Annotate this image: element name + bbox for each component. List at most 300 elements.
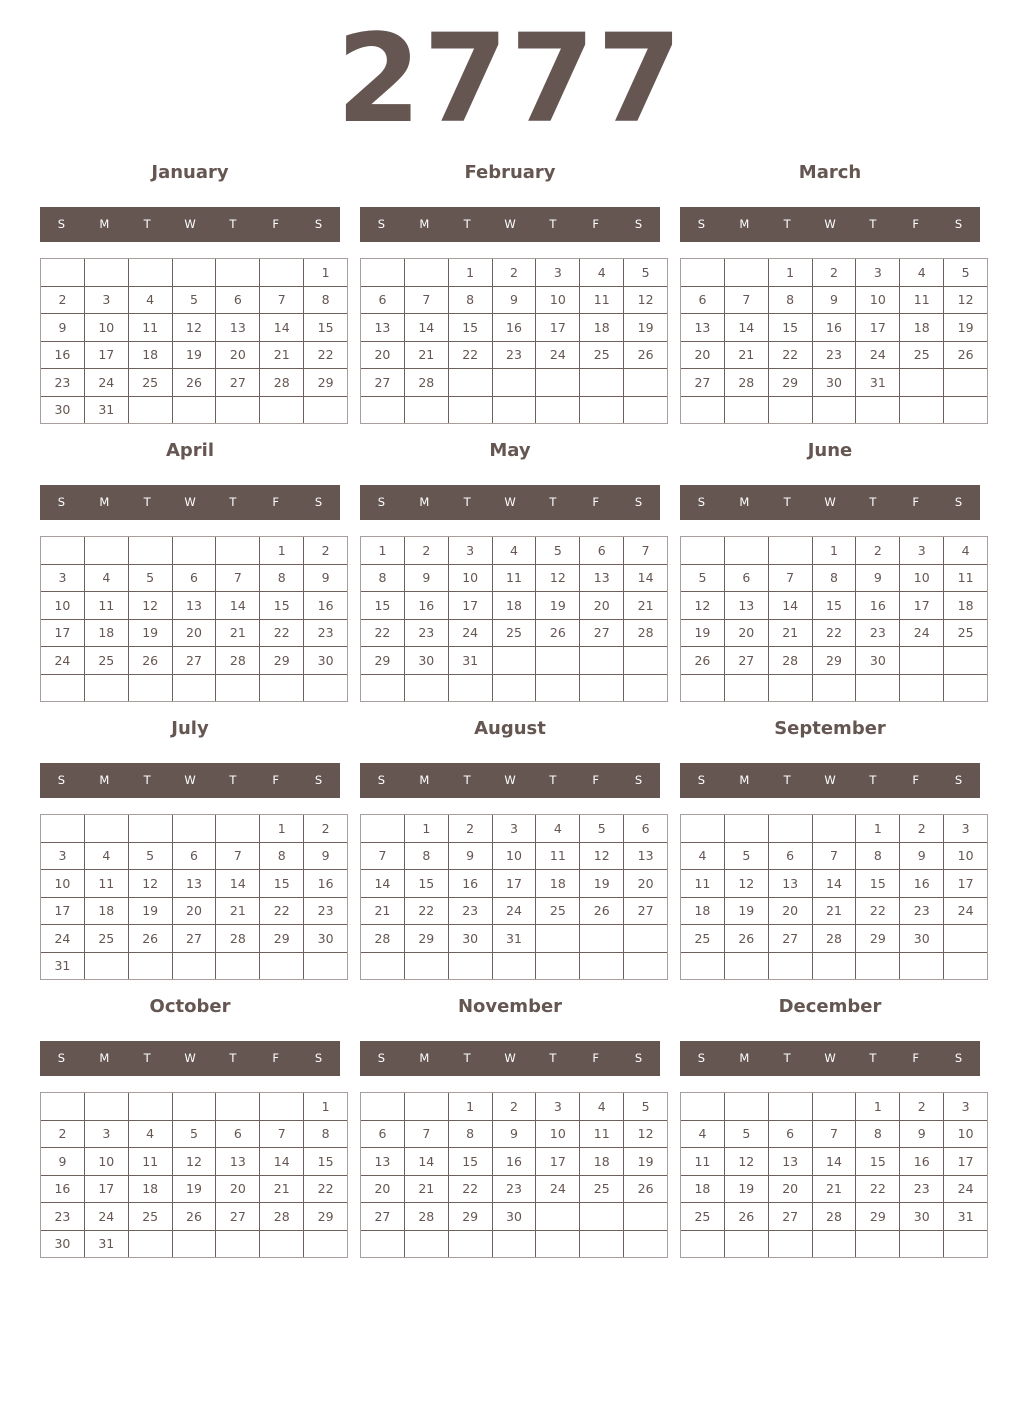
weekday-label: S [57,217,66,231]
day-cell: 8 [448,1120,492,1148]
day-cell: 9 [41,314,85,342]
week-row [361,897,668,925]
week-row [361,259,668,287]
day-cell: 2 [856,537,900,565]
day-cell: 9 [304,842,348,870]
weekday-label: W [504,495,516,509]
day-cell: 4 [536,815,580,843]
day-cell: 31 [41,952,85,980]
day-cell: 30 [856,647,900,675]
day-cell: 16 [812,314,856,342]
week-row [681,952,988,980]
weekday-label: T [229,495,237,509]
day-cell: 11 [580,1120,624,1148]
day-cell: 4 [84,842,128,870]
day-cell: 28 [361,925,405,953]
day-cell: 27 [768,1203,812,1231]
day-cell: 18 [492,592,536,620]
day-cell: 1 [448,1093,492,1121]
day-cell: 21 [404,1175,448,1203]
weekday-label: F [272,217,280,231]
day-cell: 14 [361,870,405,898]
day-cell: 29 [856,1203,900,1231]
week-row [361,647,668,675]
weekday-header [40,207,340,242]
day-cell [536,952,580,980]
day-grid [680,536,988,702]
day-cell: 5 [624,1093,668,1121]
week-row [681,314,988,342]
day-cell: 13 [172,592,216,620]
day-cell: 13 [768,1148,812,1176]
day-cell: 30 [900,1203,944,1231]
day-cell: 23 [404,619,448,647]
day-cell: 20 [681,341,725,369]
day-cell [361,259,405,287]
month-title: March [798,162,862,183]
day-cell: 21 [624,592,668,620]
day-cell: 25 [580,341,624,369]
day-cell: 28 [216,925,260,953]
week-row [41,286,348,314]
day-cell [536,369,580,397]
day-cell: 29 [260,647,304,675]
weekday-label: F [912,773,920,787]
day-cell: 10 [84,1148,128,1176]
day-cell [856,952,900,980]
day-cell [900,674,944,702]
month-title: November [457,996,563,1017]
day-cell: 10 [900,564,944,592]
weekday-label: S [377,217,386,231]
day-cell: 11 [580,286,624,314]
day-cell: 7 [361,842,405,870]
day-cell: 7 [404,286,448,314]
day-cell: 3 [536,259,580,287]
day-cell: 15 [448,1148,492,1176]
day-cell: 20 [361,1175,405,1203]
day-cell: 22 [404,897,448,925]
weekday-label: M [419,773,430,787]
week-row [361,369,668,397]
day-cell [624,369,668,397]
day-cell: 5 [724,1120,768,1148]
day-cell: 24 [944,1175,988,1203]
month-title: October [149,996,231,1017]
day-cell: 6 [216,286,260,314]
day-grid [40,536,348,702]
day-cell: 5 [724,842,768,870]
day-cell [812,952,856,980]
day-cell: 29 [768,369,812,397]
day-cell: 16 [492,314,536,342]
day-cell [536,925,580,953]
weekday-label: T [869,773,877,787]
day-cell: 24 [536,1175,580,1203]
weekday-label: T [783,773,791,787]
weekday-label: S [697,1051,706,1065]
day-cell: 13 [216,1148,260,1176]
day-cell: 26 [944,341,988,369]
day-cell [448,369,492,397]
day-cell: 16 [41,1175,85,1203]
day-cell: 16 [404,592,448,620]
day-cell: 27 [216,1203,260,1231]
weekday-label: T [143,1051,151,1065]
day-cell [812,396,856,424]
day-cell [492,952,536,980]
week-row [681,647,988,675]
day-cell: 3 [900,537,944,565]
day-cell [536,674,580,702]
week-row [681,592,988,620]
day-cell: 31 [84,1230,128,1258]
day-cell: 5 [681,564,725,592]
day-cell: 3 [944,1093,988,1121]
weekday-label: F [592,773,600,787]
week-row [681,674,988,702]
week-row [681,870,988,898]
day-cell: 13 [768,870,812,898]
day-cell: 30 [41,396,85,424]
weekday-label: T [143,495,151,509]
day-cell: 10 [492,842,536,870]
week-row [681,1093,988,1121]
day-cell: 31 [944,1203,988,1231]
week-row [361,842,668,870]
day-cell: 24 [492,897,536,925]
day-cell [172,952,216,980]
weekday-label: W [504,217,516,231]
day-cell [448,396,492,424]
week-row [361,564,668,592]
day-cell: 6 [768,842,812,870]
day-cell: 1 [404,815,448,843]
day-cell: 19 [128,897,172,925]
day-cell: 18 [536,870,580,898]
day-cell: 12 [624,1120,668,1148]
day-cell: 22 [768,341,812,369]
day-cell: 3 [492,815,536,843]
weekday-label: T [549,1051,557,1065]
day-cell: 21 [768,619,812,647]
week-row [361,815,668,843]
day-cell: 26 [128,647,172,675]
weekday-label: T [783,495,791,509]
day-cell: 17 [492,870,536,898]
day-cell [404,1230,448,1258]
weekday-label: M [419,217,430,231]
day-cell: 4 [128,286,172,314]
day-cell [768,1230,812,1258]
week-row [41,870,348,898]
week-row [361,674,668,702]
day-cell: 5 [128,842,172,870]
day-cell: 15 [260,870,304,898]
day-cell: 11 [681,870,725,898]
day-cell [580,369,624,397]
day-cell: 6 [361,1120,405,1148]
day-cell: 2 [448,815,492,843]
day-cell: 18 [681,1175,725,1203]
day-cell: 29 [304,369,348,397]
day-cell: 26 [172,1203,216,1231]
day-cell: 29 [404,925,448,953]
day-cell: 29 [304,1203,348,1231]
day-cell [580,925,624,953]
weekday-label: F [592,1051,600,1065]
day-cell [404,674,448,702]
day-cell [128,259,172,287]
day-cell: 24 [84,1203,128,1231]
day-cell: 21 [812,897,856,925]
day-cell: 12 [944,286,988,314]
weekday-label: S [57,1051,66,1065]
day-cell: 25 [681,925,725,953]
day-cell: 10 [536,286,580,314]
day-cell [128,1093,172,1121]
day-cell [768,396,812,424]
week-row [41,369,348,397]
day-cell: 25 [128,369,172,397]
day-cell [41,259,85,287]
weekday-header [680,763,980,798]
week-row [361,341,668,369]
day-cell: 7 [216,564,260,592]
day-cell [536,396,580,424]
week-row [361,925,668,953]
weekday-label: F [272,773,280,787]
day-cell: 30 [404,647,448,675]
week-row [361,952,668,980]
weekday-label: W [184,217,196,231]
day-cell: 9 [41,1148,85,1176]
weekday-label: F [272,1051,280,1065]
day-cell: 29 [856,925,900,953]
day-cell: 25 [536,897,580,925]
week-row [681,815,988,843]
day-cell: 4 [492,537,536,565]
day-cell: 19 [128,619,172,647]
day-cell: 13 [681,314,725,342]
day-cell: 10 [944,842,988,870]
week-row [41,1148,348,1176]
weekday-label: F [912,1051,920,1065]
day-cell: 30 [41,1230,85,1258]
day-cell [681,674,725,702]
day-cell: 9 [492,1120,536,1148]
day-cell [260,674,304,702]
day-cell [216,952,260,980]
day-cell: 24 [84,369,128,397]
day-cell: 8 [856,842,900,870]
day-cell [172,1230,216,1258]
day-cell: 13 [624,842,668,870]
day-cell [944,647,988,675]
day-cell: 3 [944,815,988,843]
day-cell [128,952,172,980]
day-cell [944,925,988,953]
day-cell: 7 [724,286,768,314]
week-row [361,1230,668,1258]
week-row [361,396,668,424]
day-cell: 28 [724,369,768,397]
day-cell [768,674,812,702]
day-cell: 15 [856,870,900,898]
day-cell [216,396,260,424]
day-cell: 18 [580,314,624,342]
weekday-label: T [143,217,151,231]
day-cell: 28 [812,925,856,953]
year-title: 2777 [336,8,684,150]
day-cell: 19 [724,1175,768,1203]
day-cell: 13 [216,314,260,342]
day-cell: 31 [492,925,536,953]
day-cell [768,1093,812,1121]
week-row [41,259,348,287]
day-cell: 24 [448,619,492,647]
weekday-header [680,207,980,242]
day-cell [84,952,128,980]
day-cell [536,1230,580,1258]
day-cell: 16 [41,341,85,369]
weekday-label: M [739,217,750,231]
day-cell: 3 [856,259,900,287]
week-row [41,952,348,980]
day-cell: 26 [128,925,172,953]
weekday-label: T [229,773,237,787]
day-cell: 22 [361,619,405,647]
day-cell: 1 [856,815,900,843]
day-cell: 20 [216,1175,260,1203]
day-cell: 8 [304,1120,348,1148]
day-cell: 24 [856,341,900,369]
day-cell [128,396,172,424]
day-cell: 19 [172,341,216,369]
day-cell [304,1230,348,1258]
day-cell: 28 [260,369,304,397]
month-title: July [171,718,209,739]
day-cell [681,1093,725,1121]
day-cell [84,537,128,565]
day-cell [812,1230,856,1258]
day-grid [40,1092,348,1258]
day-cell: 9 [856,564,900,592]
weekday-label: W [824,1051,836,1065]
day-cell: 10 [856,286,900,314]
day-cell [900,952,944,980]
day-cell [768,815,812,843]
day-cell: 12 [724,870,768,898]
day-cell [172,259,216,287]
day-cell: 29 [812,647,856,675]
day-cell: 29 [361,647,405,675]
day-cell [724,259,768,287]
weekday-label: S [57,773,66,787]
day-cell: 12 [128,592,172,620]
day-cell: 23 [492,341,536,369]
weekday-label: M [99,1051,110,1065]
day-cell [172,396,216,424]
weekday-label: F [912,495,920,509]
day-cell: 20 [361,341,405,369]
day-cell: 17 [536,1148,580,1176]
week-row [41,564,348,592]
day-cell: 25 [900,341,944,369]
week-row [681,1175,988,1203]
day-cell: 24 [944,897,988,925]
weekday-label: T [549,495,557,509]
day-cell: 24 [900,619,944,647]
day-cell: 9 [492,286,536,314]
day-cell [724,396,768,424]
day-cell [856,674,900,702]
day-cell: 30 [492,1203,536,1231]
day-cell: 27 [172,647,216,675]
day-cell: 21 [724,341,768,369]
day-cell: 17 [41,897,85,925]
day-cell: 14 [624,564,668,592]
day-cell: 15 [304,1148,348,1176]
week-row [41,815,348,843]
weekday-label: M [739,1051,750,1065]
day-cell [812,674,856,702]
day-cell [492,396,536,424]
day-cell: 17 [944,870,988,898]
day-cell: 1 [361,537,405,565]
day-cell [492,369,536,397]
day-cell: 31 [448,647,492,675]
day-cell: 15 [856,1148,900,1176]
day-cell: 4 [128,1120,172,1148]
day-cell [624,925,668,953]
day-cell [724,1230,768,1258]
day-cell [944,952,988,980]
day-cell: 18 [944,592,988,620]
day-cell: 27 [172,925,216,953]
day-cell [856,1230,900,1258]
day-cell: 3 [84,1120,128,1148]
day-cell: 25 [492,619,536,647]
day-cell: 3 [41,842,85,870]
day-grid [680,258,988,424]
day-cell: 2 [812,259,856,287]
day-cell: 26 [681,647,725,675]
day-cell [580,674,624,702]
day-cell: 18 [84,619,128,647]
week-row [681,1230,988,1258]
day-cell [624,647,668,675]
weekday-label: S [57,495,66,509]
day-cell: 5 [172,1120,216,1148]
day-cell [724,815,768,843]
day-cell: 14 [404,1148,448,1176]
day-cell [260,396,304,424]
month-title: December [778,996,882,1017]
day-cell: 19 [172,1175,216,1203]
day-cell: 2 [492,1093,536,1121]
weekday-label: T [229,1051,237,1065]
day-cell [580,1203,624,1231]
weekday-label: T [229,217,237,231]
day-cell: 9 [812,286,856,314]
day-cell [260,1093,304,1121]
day-cell: 10 [944,1120,988,1148]
day-cell: 26 [624,1175,668,1203]
weekday-header [680,1041,980,1076]
day-cell: 5 [624,259,668,287]
day-cell: 20 [768,897,812,925]
